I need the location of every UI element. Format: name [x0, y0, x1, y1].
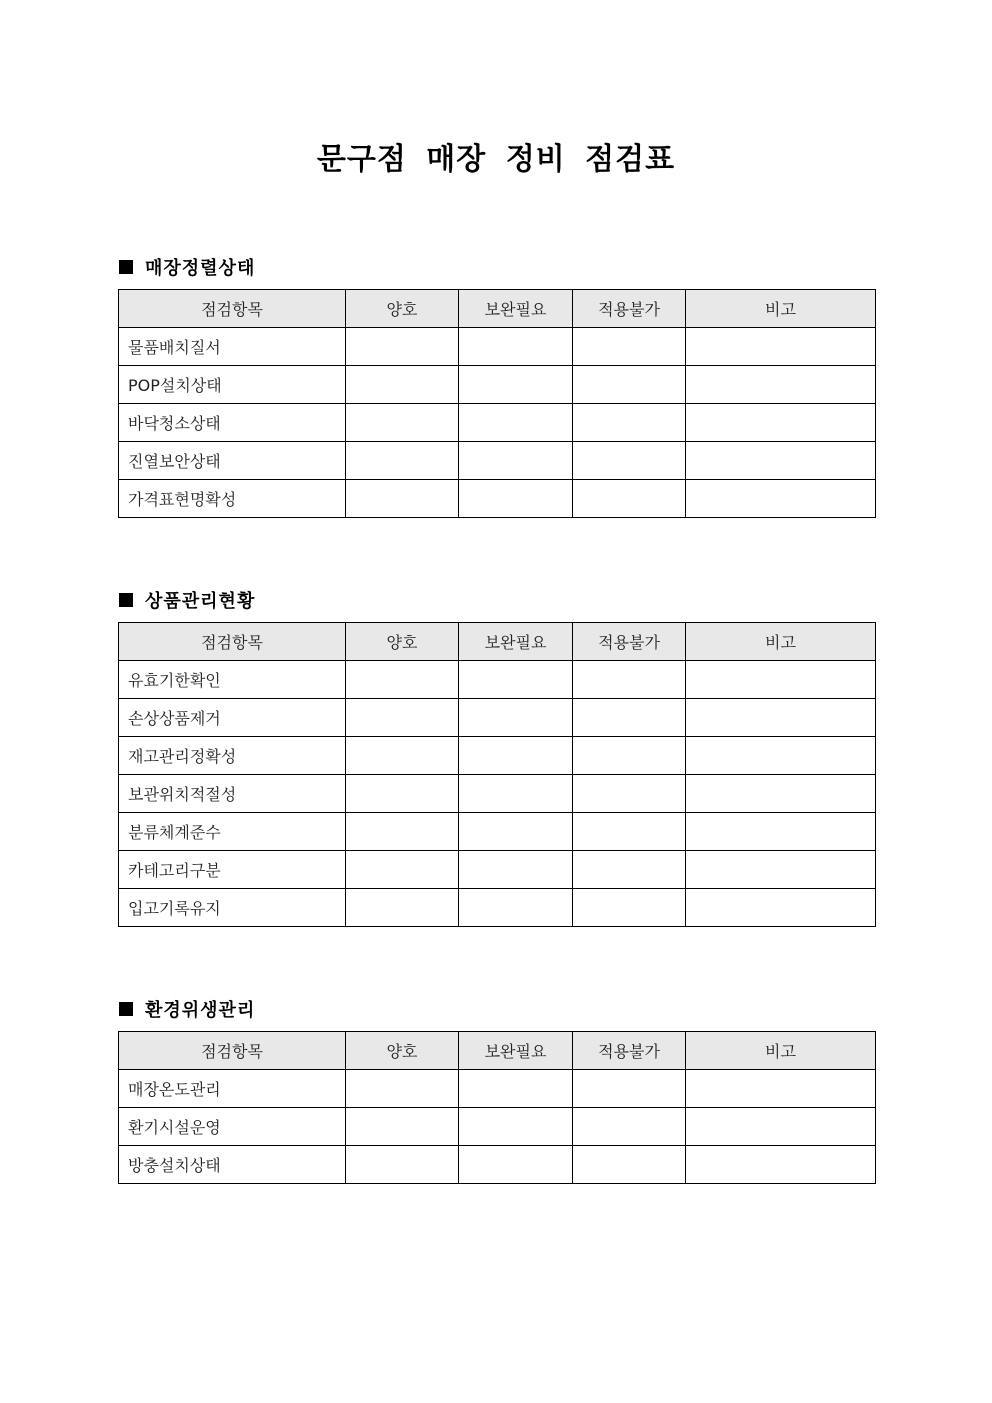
remarks-cell[interactable] — [686, 404, 876, 442]
not-applicable-cell[interactable] — [573, 366, 686, 404]
remarks-cell[interactable] — [686, 851, 876, 889]
good-cell[interactable] — [346, 480, 459, 518]
not-applicable-cell[interactable] — [573, 661, 686, 699]
needs-improvement-cell[interactable] — [459, 442, 573, 480]
header-good: 양호 — [346, 1032, 459, 1070]
table-row — [119, 737, 876, 775]
good-cell[interactable] — [346, 366, 459, 404]
checklist-table-store-arrangement — [118, 289, 876, 518]
table-row — [119, 851, 876, 889]
good-cell[interactable] — [346, 813, 459, 851]
section-heading-environment-hygiene — [119, 996, 255, 1022]
remarks-cell[interactable] — [686, 366, 876, 404]
square-bullet-icon — [119, 260, 133, 274]
not-applicable-cell[interactable] — [573, 775, 686, 813]
needs-improvement-cell[interactable] — [459, 480, 573, 518]
remarks-cell[interactable] — [686, 699, 876, 737]
checklist-table-environment-hygiene — [118, 1031, 876, 1184]
header-check-item: 점검항목 — [119, 1032, 346, 1070]
check-item-label: 보관위치적절성 — [119, 775, 346, 813]
needs-improvement-cell[interactable] — [459, 404, 573, 442]
good-cell[interactable] — [346, 889, 459, 927]
good-cell[interactable] — [346, 404, 459, 442]
check-item-label: 진열보안상태 — [119, 442, 346, 480]
header-needs-improvement: 보완필요 — [459, 290, 573, 328]
remarks-cell[interactable] — [686, 328, 876, 366]
table-row — [119, 404, 876, 442]
table-header-row — [119, 290, 876, 328]
check-item-label: 가격표현명확성 — [119, 480, 346, 518]
header-remarks: 비고 — [686, 1032, 876, 1070]
header-not-applicable: 적용불가 — [573, 623, 686, 661]
remarks-cell[interactable] — [686, 737, 876, 775]
not-applicable-cell[interactable] — [573, 328, 686, 366]
check-item-label: 바닥청소상태 — [119, 404, 346, 442]
needs-improvement-cell[interactable] — [459, 1070, 573, 1108]
header-good: 양호 — [346, 290, 459, 328]
remarks-cell[interactable] — [686, 480, 876, 518]
not-applicable-cell[interactable] — [573, 889, 686, 927]
table-row — [119, 366, 876, 404]
table-row — [119, 328, 876, 366]
needs-improvement-cell[interactable] — [459, 661, 573, 699]
needs-improvement-cell[interactable] — [459, 889, 573, 927]
check-item-label: 분류체계준수 — [119, 813, 346, 851]
check-item-label: 매장온도관리 — [119, 1070, 346, 1108]
needs-improvement-cell[interactable] — [459, 1108, 573, 1146]
good-cell[interactable] — [346, 1070, 459, 1108]
good-cell[interactable] — [346, 442, 459, 480]
not-applicable-cell[interactable] — [573, 699, 686, 737]
good-cell[interactable] — [346, 851, 459, 889]
not-applicable-cell[interactable] — [573, 851, 686, 889]
check-item-label: 환기시설운영 — [119, 1108, 346, 1146]
not-applicable-cell[interactable] — [573, 1108, 686, 1146]
check-item-label: 손상상품제거 — [119, 699, 346, 737]
good-cell[interactable] — [346, 661, 459, 699]
check-item-label: 방충설치상태 — [119, 1146, 346, 1184]
table-row — [119, 1146, 876, 1184]
good-cell[interactable] — [346, 1146, 459, 1184]
section-heading-store-arrangement — [119, 254, 255, 280]
check-item-label: 재고관리정확성 — [119, 737, 346, 775]
table-row — [119, 1070, 876, 1108]
header-needs-improvement: 보완필요 — [459, 1032, 573, 1070]
not-applicable-cell[interactable] — [573, 404, 686, 442]
remarks-cell[interactable] — [686, 775, 876, 813]
needs-improvement-cell[interactable] — [459, 699, 573, 737]
check-item-label: 유효기한확인 — [119, 661, 346, 699]
remarks-cell[interactable] — [686, 813, 876, 851]
header-remarks: 비고 — [686, 290, 876, 328]
section-heading-label: 매장정렬상태 — [145, 258, 256, 279]
table-row — [119, 889, 876, 927]
remarks-cell[interactable] — [686, 1070, 876, 1108]
check-item-label: 입고기록유지 — [119, 889, 346, 927]
not-applicable-cell[interactable] — [573, 1146, 686, 1184]
needs-improvement-cell[interactable] — [459, 813, 573, 851]
section-heading-label: 환경위생관리 — [145, 1000, 256, 1021]
not-applicable-cell[interactable] — [573, 737, 686, 775]
not-applicable-cell[interactable] — [573, 480, 686, 518]
table-row — [119, 699, 876, 737]
remarks-cell[interactable] — [686, 889, 876, 927]
good-cell[interactable] — [346, 328, 459, 366]
table-row — [119, 775, 876, 813]
table-row — [119, 1108, 876, 1146]
table-row — [119, 442, 876, 480]
needs-improvement-cell[interactable] — [459, 366, 573, 404]
needs-improvement-cell[interactable] — [459, 1146, 573, 1184]
header-check-item: 점검항목 — [119, 623, 346, 661]
needs-improvement-cell[interactable] — [459, 851, 573, 889]
header-needs-improvement: 보완필요 — [459, 623, 573, 661]
not-applicable-cell[interactable] — [573, 813, 686, 851]
square-bullet-icon — [119, 1002, 133, 1016]
checklist-table-product-management — [118, 622, 876, 927]
table-row — [119, 813, 876, 851]
remarks-cell[interactable] — [686, 1108, 876, 1146]
good-cell[interactable] — [346, 737, 459, 775]
table-row — [119, 661, 876, 699]
document-title: 문구점 매장 정비 점검표 — [316, 142, 676, 177]
not-applicable-cell[interactable] — [573, 1070, 686, 1108]
needs-improvement-cell[interactable] — [459, 737, 573, 775]
table-header-row — [119, 1032, 876, 1070]
needs-improvement-cell[interactable] — [459, 775, 573, 813]
needs-improvement-cell[interactable] — [459, 328, 573, 366]
good-cell[interactable] — [346, 699, 459, 737]
header-good: 양호 — [346, 623, 459, 661]
check-item-label: POP설치상태 — [119, 366, 346, 404]
good-cell[interactable] — [346, 1108, 459, 1146]
good-cell[interactable] — [346, 775, 459, 813]
header-not-applicable: 적용불가 — [573, 1032, 686, 1070]
check-item-label: 카테고리구분 — [119, 851, 346, 889]
check-item-label: 물품배치질서 — [119, 328, 346, 366]
remarks-cell[interactable] — [686, 661, 876, 699]
remarks-cell[interactable] — [686, 442, 876, 480]
square-bullet-icon — [119, 593, 133, 607]
section-heading-product-management — [119, 587, 255, 613]
table-row — [119, 480, 876, 518]
not-applicable-cell[interactable] — [573, 442, 686, 480]
remarks-cell[interactable] — [686, 1146, 876, 1184]
header-not-applicable: 적용불가 — [573, 290, 686, 328]
section-heading-label: 상품관리현황 — [145, 591, 256, 612]
table-header-row — [119, 623, 876, 661]
header-remarks: 비고 — [686, 623, 876, 661]
header-check-item: 점검항목 — [119, 290, 346, 328]
